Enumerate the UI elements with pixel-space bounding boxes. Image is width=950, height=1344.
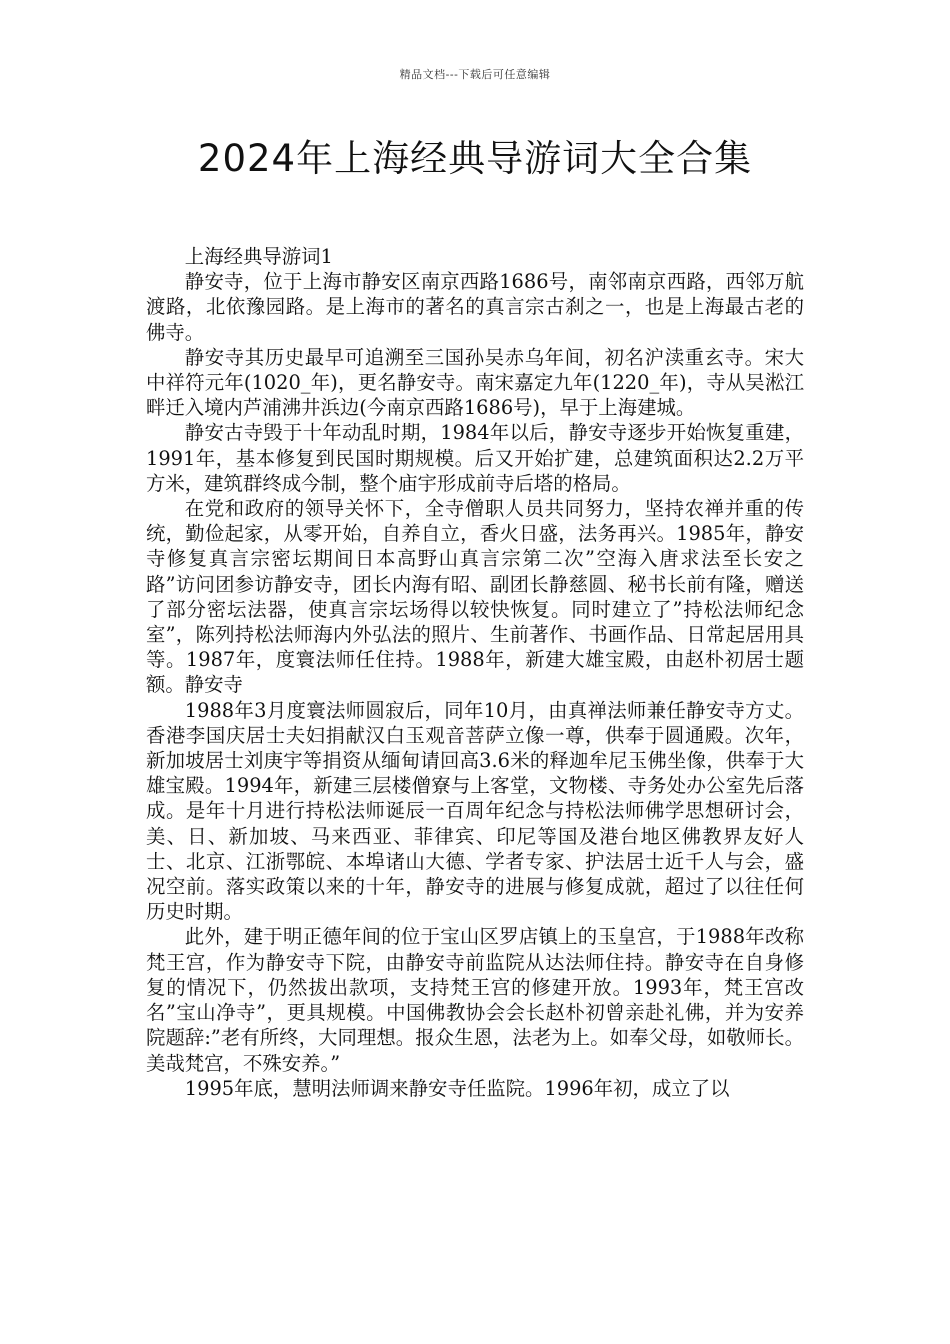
- paragraph: 此外，建于明正德年间的位于宝山区罗店镇上的玉皇宫，于1988年改称梵王宫，作为静安寺下院，由静安寺前监院从达法师住持。静安寺在自身修复的情况下，仍然拔出款项，支持梵王宫的修建开放。1993年，梵王宫改名”宝山净寺”，更具规模。中国佛教协会会长赵朴初曾亲赴礼佛，并为安养院题辞:”老有所终，大同理想。报众生恩，法老为上。如奉父母，如敬师长。美哉梵宫，不殊安养。”: [146, 925, 804, 1075]
- paragraph: 1995年底，慧明法师调来静安寺任监院。1996年初，成立了以: [184, 1076, 730, 1100]
- paragraph: 静安寺，位于上海市静安区南京西路1686号，南邻南京西路，西邻万航渡路，北依豫园路。是上海市的著名的真言宗古刹之一，也是上海最古老的佛寺。: [146, 270, 804, 344]
- section-subtitle: 上海经典导游词1: [184, 245, 333, 268]
- paragraph: 1988年3月度寰法师圆寂后，同年10月，由真禅法师兼任静安寺方丈。香港李国庆居士夫妇捐献汉白玉观音菩萨立像一尊，供奉于圆通殿。次年，新加坡居士刘庚宇等捐资从缅甸请回高3.6米的释迦牟尼玉佛坐像，供奉于大雄宝殿。1994年，新建三层楼僧寮与上客堂，文物楼、寺务处办公室先后落成。是年十月进行持松法师诞辰一百周年纪念与持松法师佛学思想研讨会，美、日、新加坡、马来西亚、菲律宾、印尼等国及港台地区佛教界友好人士、北京、江浙鄂皖、本埠诸山大德、学者专家、护法居士近千人与会，盛况空前。落实政策以来的十年，静安寺的进展与修复成就，超过了以往任何历史时期。: [146, 698, 804, 924]
- document-body: [146, 244, 804, 1101]
- paragraph: 静安寺其历史最早可追溯至三国孙吴赤乌年间，初名沪渎重玄寺。宋大中祥符元年(1020_年)，更名静安寺。南宋嘉定九年(1220_年)，寺从吴淞江畔迁入境内芦浦沸井浜边(今南京西路1686号)，早于上海建城。: [146, 345, 804, 420]
- paragraph: 静安古寺毁于十年动乱时期，1984年以后，静安寺逐步开始恢复重建，1991年，基本修复到民国时期规模。后又开始扩建，总建筑面积达2.2万平方米，建筑群终成今制，整个庙宇形成前寺后塔的格局。: [146, 421, 804, 495]
- document-title: 2024年上海经典导游词大全合集: [197, 137, 753, 180]
- paragraph: 在党和政府的领导关怀下，全寺僧职人员共同努力，坚持农禅并重的传统，勤俭起家，从零开始，自养自立，香火日盛，法务再兴。1985年，静安寺修复真言宗密坛期间日本高野山真言宗第二次”空海入唐求法至长安之路”访问团参访静安寺，团长内海有昭、副团长静慈圆、秘书长前有隆，赠送了部分密坛法器，使真言宗坛场得以较快恢复。同时建立了”持松法师纪念室”，陈列持松法师海内外弘法的照片、生前著作、书画作品、日常起居用具等。1987年，度寰法师任住持。1988年，新建大雄宝殿，由赵朴初居士题额。静安寺: [146, 497, 804, 697]
- page-header-note: 精品文档---下载后可任意编辑: [399, 68, 551, 81]
